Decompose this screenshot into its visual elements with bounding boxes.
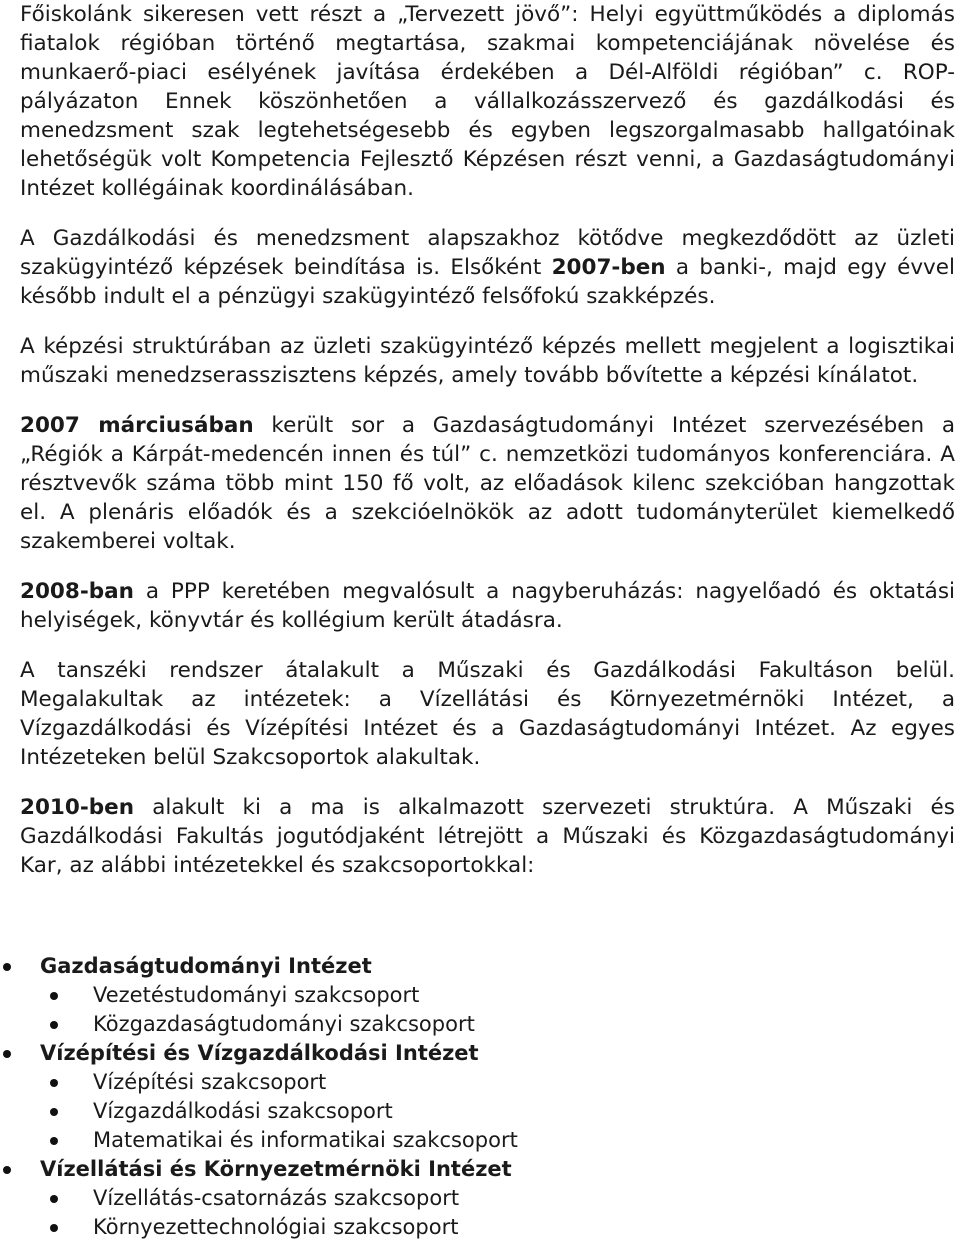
- group-name: Környezettechnológiai szakcsoport: [93, 1215, 459, 1239]
- group-name: Vízellátás-csatornázás szakcsoport: [93, 1186, 460, 1210]
- bullet-icon: [50, 1224, 58, 1232]
- paragraph-text: A Gazdálkodási és menedzsment alapszakhoz kötődve megkezdődött az üzleti szakügyintéző képzések beindítása is. Elsőként: [20, 226, 955, 280]
- paragraph-text: Főiskolánk sikeresen vett részt a „Tervezett jövő”: Helyi együttműködés a diplomás fiatalok régióban történő megtartása, szakmai kompetenciájának növelése és munkaerő-piaci esélyének javítása érdekében a Dél-Alföldi régióban” c. ROP-pályázaton Ennek köszönhetően a vállalkozásszervező és gazdálkodási és menedzsment szak legtehetségesebb és egyben legszorgalmasabb hallgatóinak lehetőségük volt Kompetencia Fejlesztő Képzésen részt venni, a Gazdaságtudományi Intézet kollégáinak koordinálásában.: [20, 2, 955, 201]
- bullet-icon: [50, 1079, 58, 1087]
- bullet-icon: [3, 963, 11, 971]
- bullet-icon: [50, 1137, 58, 1145]
- institute-list: [0, 952, 960, 1242]
- bullet-icon: [3, 1050, 11, 1058]
- paragraph-text: A képzési struktúrában az üzleti szakügyintéző képzés mellett megjelent a logisztikai műszaki menedzserasszisztens képzés, amely tovább bővítette a képzési kínálatot.: [20, 334, 955, 388]
- group-item: [0, 1010, 960, 1039]
- group-item: [0, 1213, 960, 1242]
- paragraph: [20, 0, 955, 203]
- group-item: [0, 1097, 960, 1126]
- bullet-icon: [50, 1021, 58, 1029]
- institute-item: [0, 952, 960, 981]
- institute-name: Vízépítési és Vízgazdálkodási Intézet: [40, 1041, 479, 1065]
- group-item: [0, 1126, 960, 1155]
- group-name: Vezetéstudományi szakcsoport: [93, 983, 420, 1007]
- group-name: Matematikai és informatikai szakcsoport: [93, 1128, 518, 1152]
- group-item: [0, 981, 960, 1010]
- paragraph: [20, 332, 955, 390]
- paragraph: [20, 656, 955, 772]
- institute-name: Gazdaságtudományi Intézet: [40, 954, 372, 978]
- group-item: [0, 1184, 960, 1213]
- institute-item: [0, 1039, 960, 1068]
- group-name: Közgazdaságtudományi szakcsoport: [93, 1012, 475, 1036]
- bullet-icon: [3, 1166, 11, 1174]
- year-highlight: 2007-ben: [551, 255, 666, 280]
- paragraph-text: A tanszéki rendszer átalakult a Műszaki és Gazdálkodási Fakultáson belül. Megalakultak az intézetek: a Vízellátási és Környezetmérnöki Intézet, a Vízgazdálkodási és Vízépítési Intézet és a Gazdaságtudományi Intézet. Az egyes Intézeteken belül Szakcsoportok alakultak.: [20, 658, 955, 770]
- paragraph-text: a banki-, majd egy évvel később indult el a pénzügyi szakügyintéző felsőfokú szakképzés.: [20, 255, 955, 309]
- paragraph: [20, 793, 955, 880]
- paragraph: [20, 224, 955, 311]
- group-name: Vízgazdálkodási szakcsoport: [93, 1099, 393, 1123]
- bullet-icon: [50, 1195, 58, 1203]
- bullet-icon: [50, 1108, 58, 1116]
- group-item: [0, 1068, 960, 1097]
- bullet-icon: [50, 992, 58, 1000]
- paragraph-text: alakult ki a ma is alkalmazott szervezeti struktúra. A Műszaki és Gazdálkodási Fakultás jogutódjaként létrejött a Műszaki és Közgazdaságtudományi Kar, az alábbi intézetekkel és szakcsoportokkal:: [20, 795, 955, 878]
- paragraph: [20, 411, 955, 556]
- date-highlight: 2007 márciusában: [20, 413, 254, 438]
- group-name: Vízépítési szakcsoport: [93, 1070, 327, 1094]
- document-body: [20, 0, 955, 880]
- paragraph-text: a PPP keretében megvalósult a nagyberuházás: nagyelőadó és oktatási helyiségek, könyvtár és kollégium került átadásra.: [20, 579, 955, 633]
- year-highlight: 2010-ben: [20, 795, 135, 820]
- year-highlight: 2008-ban: [20, 579, 134, 604]
- institute-name: Vízellátási és Környezetmérnöki Intézet: [40, 1157, 512, 1181]
- institute-item: [0, 1155, 960, 1184]
- paragraph: [20, 577, 955, 635]
- paragraph-text: került sor a Gazdaságtudományi Intézet szervezésében a „Régiók a Kárpát-medencén innen és túl” c. nemzetközi tudományos konferenciára. A résztvevők száma több mint 150 fő volt, az előadások kilenc szekcióban hangzottak el. A plenáris előadók és a szekcióelnökök az adott tudományterület kiemelkedő szakemberei voltak.: [20, 413, 955, 554]
